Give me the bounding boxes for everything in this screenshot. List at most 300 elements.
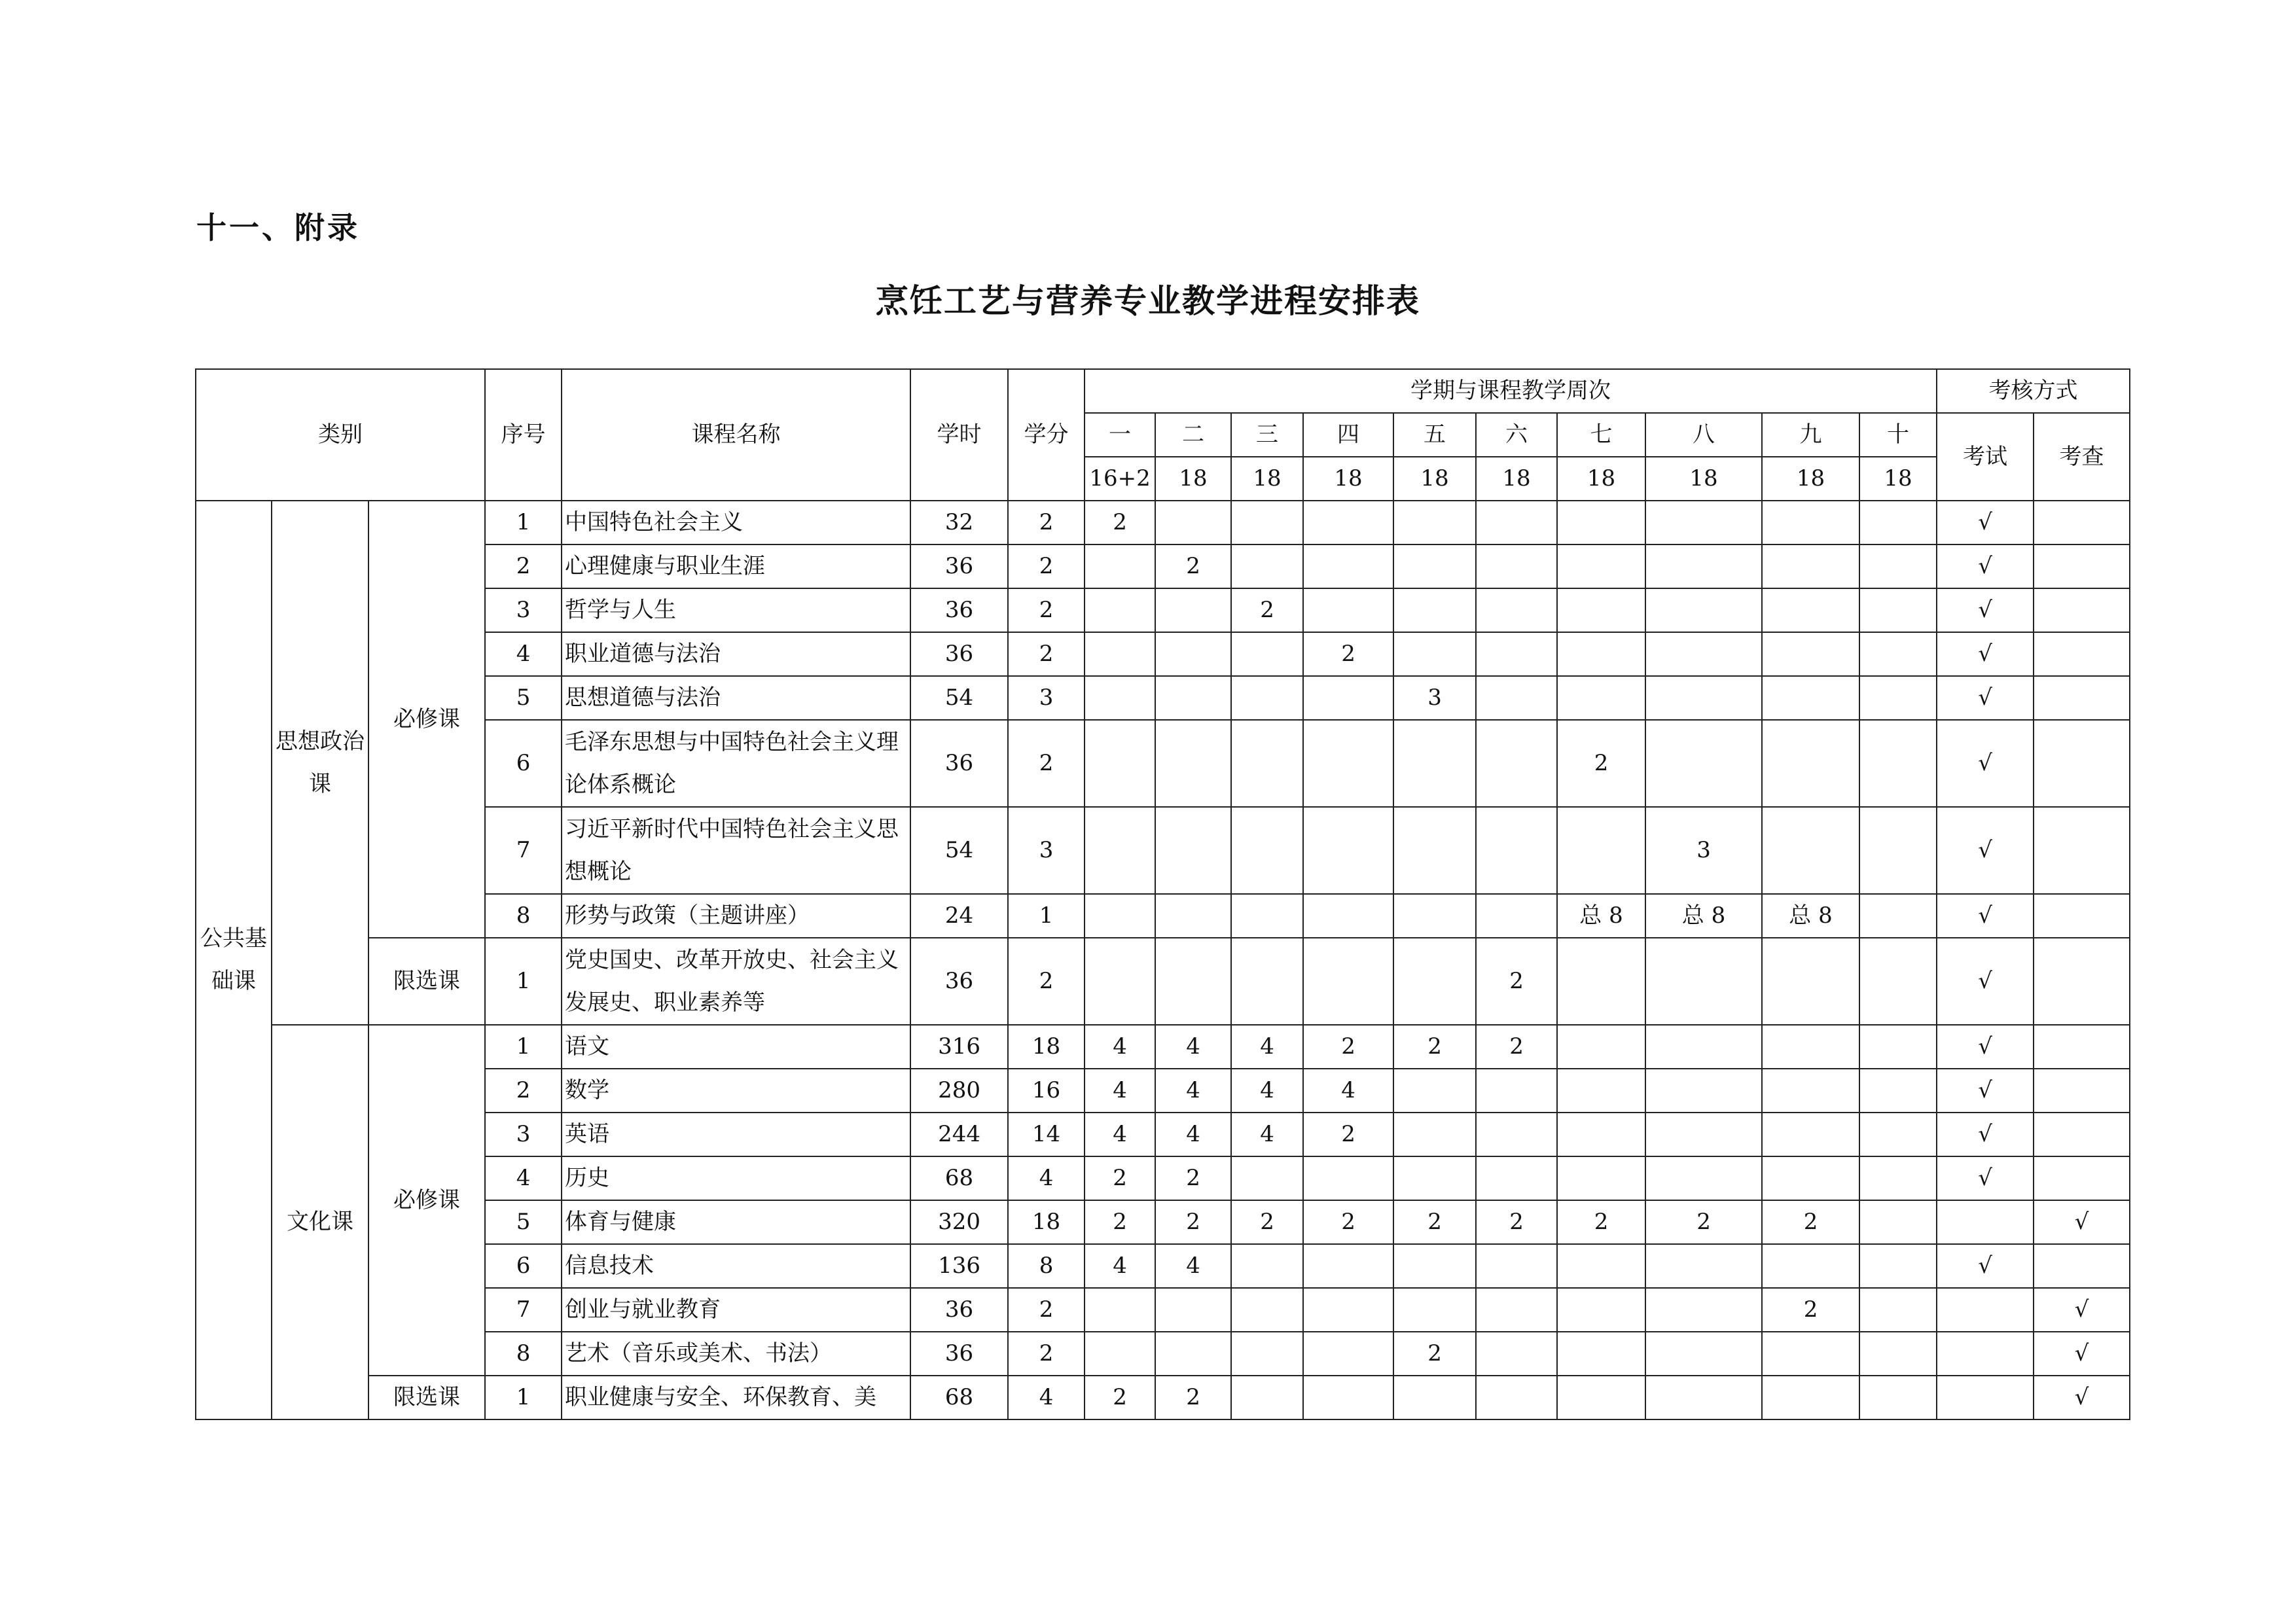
- header-weeks: 18: [1393, 457, 1476, 501]
- row-credits: 2: [1008, 720, 1085, 807]
- row-seq: 5: [485, 1200, 562, 1244]
- row-semester-hours: [1762, 676, 1859, 720]
- row-semester-hours: 4: [1155, 1025, 1231, 1069]
- row-check-mark: √: [2034, 1288, 2130, 1332]
- table-row: [196, 894, 2130, 938]
- row-semester-hours: [1557, 632, 1645, 676]
- row-semester-hours: [1645, 1376, 1762, 1419]
- teaching-schedule-table: [195, 368, 2130, 1420]
- row-course-name: 体育与健康: [562, 1200, 910, 1244]
- header-semester: 六: [1476, 413, 1557, 457]
- row-semester-hours: 4: [1155, 1113, 1231, 1156]
- row-semester-hours: [1476, 807, 1557, 894]
- row-seq: 4: [485, 1156, 562, 1200]
- row-semester-hours: 2: [1085, 1376, 1155, 1419]
- row-semester-hours: [1476, 894, 1557, 938]
- header-semester: 二: [1155, 413, 1231, 457]
- row-semester-hours: [1155, 720, 1231, 807]
- row-semester-hours: 2: [1303, 1025, 1393, 1069]
- row-semester-hours: [1859, 720, 1937, 807]
- row-semester-hours: 3: [1645, 807, 1762, 894]
- header-semester: 三: [1231, 413, 1303, 457]
- row-hours: 68: [910, 1156, 1008, 1200]
- row-semester-hours: [1476, 544, 1557, 588]
- row-semester-hours: [1393, 632, 1476, 676]
- row-semester-hours: [1155, 676, 1231, 720]
- row-hours: 36: [910, 720, 1008, 807]
- row-seq: 7: [485, 1288, 562, 1332]
- row-check-mark: [2034, 588, 2130, 632]
- row-course-name: 思想道德与法治: [562, 676, 910, 720]
- row-semester-hours: 2: [1393, 1025, 1476, 1069]
- row-semester-hours: [1231, 1156, 1303, 1200]
- row-check-mark: [2034, 676, 2130, 720]
- row-semester-hours: [1859, 1069, 1937, 1113]
- row-course-name: 数学: [562, 1069, 910, 1113]
- row-credits: 2: [1008, 1288, 1085, 1332]
- header-credits: 学分: [1008, 369, 1085, 501]
- row-course-name: 创业与就业教育: [562, 1288, 910, 1332]
- row-course-name: 党史国史、改革开放史、社会主义发展史、职业素养等: [562, 938, 910, 1025]
- row-semester-hours: 4: [1155, 1069, 1231, 1113]
- row-semester-hours: 4: [1231, 1025, 1303, 1069]
- row-hours: 24: [910, 894, 1008, 938]
- row-semester-hours: 2: [1476, 1025, 1557, 1069]
- table-row: [196, 1069, 2130, 1113]
- row-semester-hours: 2: [1155, 1156, 1231, 1200]
- row-check-mark: [2034, 938, 2130, 1025]
- row-semester-hours: [1303, 588, 1393, 632]
- row-semester-hours: [1859, 1376, 1937, 1419]
- row-semester-hours: 2: [1557, 720, 1645, 807]
- header-category: 类别: [196, 369, 485, 501]
- row-semester-hours: [1303, 1288, 1393, 1332]
- row-hours: 280: [910, 1069, 1008, 1113]
- row-semester-hours: [1085, 1288, 1155, 1332]
- row-exam-mark: √: [1937, 632, 2034, 676]
- row-semester-hours: [1155, 807, 1231, 894]
- row-semester-hours: [1393, 501, 1476, 544]
- row-semester-hours: [1393, 1069, 1476, 1113]
- row-semester-hours: [1557, 1025, 1645, 1069]
- row-semester-hours: 3: [1393, 676, 1476, 720]
- row-hours: 68: [910, 1376, 1008, 1419]
- row-semester-hours: [1762, 544, 1859, 588]
- row-semester-hours: [1645, 938, 1762, 1025]
- row-semester-hours: [1155, 894, 1231, 938]
- row-exam-mark: [1937, 1332, 2034, 1376]
- header-weeks: 18: [1762, 457, 1859, 501]
- table-row: [196, 1288, 2130, 1332]
- row-semester-hours: [1231, 1244, 1303, 1288]
- row-check-mark: [2034, 720, 2130, 807]
- row-check-mark: [2034, 894, 2130, 938]
- row-credits: 2: [1008, 938, 1085, 1025]
- row-semester-hours: [1085, 720, 1155, 807]
- row-course-name: 职业道德与法治: [562, 632, 910, 676]
- row-semester-hours: [1393, 544, 1476, 588]
- row-semester-hours: 4: [1085, 1069, 1155, 1113]
- header-weeks: 18: [1645, 457, 1762, 501]
- row-check-mark: [2034, 1025, 2130, 1069]
- row-semester-hours: 4: [1303, 1069, 1393, 1113]
- row-exam-mark: √: [1937, 894, 2034, 938]
- row-semester-hours: 4: [1085, 1244, 1155, 1288]
- category-politics: 思想政治课: [272, 501, 368, 1025]
- row-course-name: 形势与政策（主题讲座）: [562, 894, 910, 938]
- row-semester-hours: [1476, 588, 1557, 632]
- row-semester-hours: [1155, 588, 1231, 632]
- section-heading: 十一、附录: [196, 210, 360, 245]
- row-semester-hours: [1859, 544, 1937, 588]
- row-course-name: 艺术（音乐或美术、书法）: [562, 1332, 910, 1376]
- row-semester-hours: [1557, 588, 1645, 632]
- row-course-name: 英语: [562, 1113, 910, 1156]
- row-semester-hours: [1231, 632, 1303, 676]
- row-semester-hours: 2: [1393, 1332, 1476, 1376]
- row-semester-hours: [1303, 1376, 1393, 1419]
- table-row: [196, 1200, 2130, 1244]
- row-semester-hours: 2: [1155, 1200, 1231, 1244]
- row-semester-hours: 2: [1303, 1113, 1393, 1156]
- row-semester-hours: [1303, 501, 1393, 544]
- table-row: [196, 720, 2130, 807]
- row-exam-mark: √: [1937, 1156, 2034, 1200]
- row-semester-hours: [1645, 1113, 1762, 1156]
- row-course-name: 哲学与人生: [562, 588, 910, 632]
- row-semester-hours: [1557, 1332, 1645, 1376]
- table-row: [196, 588, 2130, 632]
- row-semester-hours: [1645, 632, 1762, 676]
- row-semester-hours: [1645, 1332, 1762, 1376]
- header-row-1: [196, 369, 2130, 413]
- row-semester-hours: [1557, 1113, 1645, 1156]
- row-semester-hours: [1303, 1244, 1393, 1288]
- row-credits: 4: [1008, 1156, 1085, 1200]
- row-semester-hours: 总 8: [1557, 894, 1645, 938]
- row-semester-hours: [1393, 894, 1476, 938]
- row-hours: 36: [910, 544, 1008, 588]
- row-semester-hours: 2: [1393, 1200, 1476, 1244]
- row-semester-hours: [1155, 938, 1231, 1025]
- category-required: 必修课: [368, 501, 485, 938]
- row-semester-hours: [1762, 1244, 1859, 1288]
- row-semester-hours: [1476, 1156, 1557, 1200]
- row-semester-hours: [1859, 894, 1937, 938]
- row-semester-hours: [1762, 938, 1859, 1025]
- header-semester: 九: [1762, 413, 1859, 457]
- row-semester-hours: [1085, 544, 1155, 588]
- row-semester-hours: [1393, 1288, 1476, 1332]
- table-row: [196, 501, 2130, 544]
- row-semester-hours: 2: [1557, 1200, 1645, 1244]
- row-semester-hours: [1231, 1376, 1303, 1419]
- row-seq: 4: [485, 632, 562, 676]
- table-row: [196, 938, 2130, 1025]
- row-course-name: 历史: [562, 1156, 910, 1200]
- row-semester-hours: [1085, 632, 1155, 676]
- category-public-basic: 公共基础课: [196, 501, 272, 1419]
- row-semester-hours: [1231, 1332, 1303, 1376]
- table-row: [196, 1244, 2130, 1288]
- row-exam-mark: √: [1937, 544, 2034, 588]
- row-semester-hours: [1859, 1332, 1937, 1376]
- row-semester-hours: [1645, 544, 1762, 588]
- row-semester-hours: [1476, 1113, 1557, 1156]
- row-semester-hours: [1085, 894, 1155, 938]
- row-semester-hours: [1645, 1069, 1762, 1113]
- row-semester-hours: 2: [1303, 632, 1393, 676]
- row-semester-hours: [1859, 676, 1937, 720]
- row-semester-hours: [1231, 544, 1303, 588]
- row-semester-hours: [1859, 1200, 1937, 1244]
- row-semester-hours: [1303, 807, 1393, 894]
- row-semester-hours: [1476, 676, 1557, 720]
- row-exam-mark: √: [1937, 720, 2034, 807]
- row-semester-hours: [1303, 1156, 1393, 1200]
- row-semester-hours: [1645, 720, 1762, 807]
- row-semester-hours: [1231, 807, 1303, 894]
- row-semester-hours: [1762, 1113, 1859, 1156]
- row-semester-hours: [1303, 938, 1393, 1025]
- row-semester-hours: [1859, 1288, 1937, 1332]
- row-semester-hours: 2: [1303, 1200, 1393, 1244]
- row-semester-hours: 总 8: [1762, 894, 1859, 938]
- row-semester-hours: 2: [1085, 1200, 1155, 1244]
- row-semester-hours: [1476, 1332, 1557, 1376]
- row-course-name: 心理健康与职业生涯: [562, 544, 910, 588]
- row-semester-hours: [1085, 938, 1155, 1025]
- row-credits: 16: [1008, 1069, 1085, 1113]
- row-hours: 32: [910, 501, 1008, 544]
- row-exam-mark: √: [1937, 588, 2034, 632]
- header-semester: 十: [1859, 413, 1937, 457]
- row-semester-hours: [1303, 676, 1393, 720]
- row-semester-hours: [1557, 1069, 1645, 1113]
- document-title: 烹饪工艺与营养专业教学进程安排表: [876, 281, 1420, 320]
- row-semester-hours: [1231, 501, 1303, 544]
- row-semester-hours: [1085, 676, 1155, 720]
- row-semester-hours: [1859, 501, 1937, 544]
- row-check-mark: √: [2034, 1376, 2130, 1419]
- table-row: [196, 1025, 2130, 1069]
- table-row: [196, 676, 2130, 720]
- row-semester-hours: [1762, 1332, 1859, 1376]
- row-seq: 6: [485, 1244, 562, 1288]
- row-semester-hours: [1557, 1288, 1645, 1332]
- row-semester-hours: 4: [1231, 1113, 1303, 1156]
- row-check-mark: [2034, 1244, 2130, 1288]
- row-semester-hours: [1557, 938, 1645, 1025]
- row-semester-hours: [1393, 1113, 1476, 1156]
- row-course-name: 职业健康与安全、环保教育、美: [562, 1376, 910, 1419]
- row-semester-hours: 2: [1155, 544, 1231, 588]
- row-semester-hours: 2: [1762, 1288, 1859, 1332]
- row-semester-hours: [1231, 938, 1303, 1025]
- row-semester-hours: [1557, 501, 1645, 544]
- row-semester-hours: 2: [1476, 938, 1557, 1025]
- row-semester-hours: 2: [1155, 1376, 1231, 1419]
- row-semester-hours: [1476, 1376, 1557, 1419]
- row-course-name: 信息技术: [562, 1244, 910, 1288]
- row-semester-hours: 4: [1155, 1244, 1231, 1288]
- row-semester-hours: [1085, 807, 1155, 894]
- row-credits: 1: [1008, 894, 1085, 938]
- row-semester-hours: [1303, 1332, 1393, 1376]
- category-limited-elective: 限选课: [368, 1376, 485, 1419]
- row-semester-hours: [1859, 807, 1937, 894]
- row-seq: 3: [485, 1113, 562, 1156]
- table-row: [196, 1113, 2130, 1156]
- header-check: 考查: [2034, 413, 2130, 501]
- row-semester-hours: [1393, 1376, 1476, 1419]
- row-check-mark: [2034, 1113, 2130, 1156]
- row-exam-mark: √: [1937, 501, 2034, 544]
- header-semester: 八: [1645, 413, 1762, 457]
- row-semester-hours: [1859, 938, 1937, 1025]
- row-semester-hours: [1859, 1244, 1937, 1288]
- row-semester-hours: [1645, 1244, 1762, 1288]
- row-semester-hours: [1645, 501, 1762, 544]
- header-weeks: 18: [1557, 457, 1645, 501]
- row-semester-hours: [1557, 544, 1645, 588]
- row-credits: 8: [1008, 1244, 1085, 1288]
- row-semester-hours: [1476, 501, 1557, 544]
- row-check-mark: [2034, 1156, 2130, 1200]
- row-hours: 244: [910, 1113, 1008, 1156]
- header-semesters-group: 学期与课程教学周次: [1085, 369, 1937, 413]
- row-course-name: 语文: [562, 1025, 910, 1069]
- category-required: 必修课: [368, 1025, 485, 1376]
- row-seq: 1: [485, 501, 562, 544]
- header-semester: 七: [1557, 413, 1645, 457]
- row-credits: 3: [1008, 676, 1085, 720]
- row-semester-hours: [1393, 938, 1476, 1025]
- row-credits: 2: [1008, 632, 1085, 676]
- row-semester-hours: [1557, 1376, 1645, 1419]
- row-check-mark: √: [2034, 1200, 2130, 1244]
- row-semester-hours: [1859, 588, 1937, 632]
- row-hours: 36: [910, 588, 1008, 632]
- header-semester: 五: [1393, 413, 1476, 457]
- table-row: [196, 1332, 2130, 1376]
- row-semester-hours: [1762, 501, 1859, 544]
- row-semester-hours: [1762, 1069, 1859, 1113]
- row-semester-hours: 2: [1231, 588, 1303, 632]
- row-semester-hours: [1476, 632, 1557, 676]
- row-exam-mark: √: [1937, 1244, 2034, 1288]
- row-credits: 2: [1008, 1332, 1085, 1376]
- row-semester-hours: [1762, 720, 1859, 807]
- row-semester-hours: [1393, 588, 1476, 632]
- row-semester-hours: [1231, 1288, 1303, 1332]
- row-hours: 136: [910, 1244, 1008, 1288]
- row-semester-hours: [1393, 1244, 1476, 1288]
- row-semester-hours: [1762, 1376, 1859, 1419]
- row-exam-mark: √: [1937, 1025, 2034, 1069]
- row-hours: 36: [910, 938, 1008, 1025]
- row-semester-hours: [1155, 1332, 1231, 1376]
- row-credits: 18: [1008, 1025, 1085, 1069]
- row-credits: 18: [1008, 1200, 1085, 1244]
- row-semester-hours: [1557, 1156, 1645, 1200]
- row-semester-hours: [1557, 676, 1645, 720]
- row-semester-hours: [1155, 501, 1231, 544]
- row-semester-hours: [1645, 1025, 1762, 1069]
- row-semester-hours: 2: [1085, 501, 1155, 544]
- header-hours: 学时: [910, 369, 1008, 501]
- row-credits: 2: [1008, 544, 1085, 588]
- header-weeks: 18: [1476, 457, 1557, 501]
- row-hours: 54: [910, 807, 1008, 894]
- row-semester-hours: [1859, 1113, 1937, 1156]
- row-semester-hours: 2: [1476, 1200, 1557, 1244]
- row-seq: 1: [485, 1025, 562, 1069]
- header-course-name: 课程名称: [562, 369, 910, 501]
- row-credits: 4: [1008, 1376, 1085, 1419]
- row-hours: 36: [910, 1332, 1008, 1376]
- header-semester: 一: [1085, 413, 1155, 457]
- header-seq: 序号: [485, 369, 562, 501]
- row-course-name: 习近平新时代中国特色社会主义思想概论: [562, 807, 910, 894]
- row-course-name: 毛泽东思想与中国特色社会主义理论体系概论: [562, 720, 910, 807]
- row-semester-hours: [1557, 807, 1645, 894]
- row-semester-hours: [1557, 1244, 1645, 1288]
- table-row: [196, 544, 2130, 588]
- row-hours: 54: [910, 676, 1008, 720]
- row-check-mark: [2034, 501, 2130, 544]
- row-semester-hours: [1859, 632, 1937, 676]
- row-semester-hours: 2: [1762, 1200, 1859, 1244]
- category-limited-elective: 限选课: [368, 938, 485, 1025]
- row-semester-hours: [1645, 1156, 1762, 1200]
- row-semester-hours: [1762, 632, 1859, 676]
- row-semester-hours: [1231, 676, 1303, 720]
- row-semester-hours: [1645, 1288, 1762, 1332]
- row-seq: 8: [485, 1332, 562, 1376]
- table-row: [196, 1376, 2130, 1419]
- row-credits: 3: [1008, 807, 1085, 894]
- row-semester-hours: 4: [1085, 1025, 1155, 1069]
- row-exam-mark: [1937, 1376, 2034, 1419]
- header-exam: 考试: [1937, 413, 2034, 501]
- row-exam-mark: √: [1937, 1113, 2034, 1156]
- row-semester-hours: 总 8: [1645, 894, 1762, 938]
- row-semester-hours: [1476, 1069, 1557, 1113]
- row-semester-hours: [1303, 544, 1393, 588]
- row-seq: 5: [485, 676, 562, 720]
- row-check-mark: [2034, 807, 2130, 894]
- header-weeks: 18: [1231, 457, 1303, 501]
- table-row: [196, 807, 2130, 894]
- row-check-mark: [2034, 632, 2130, 676]
- row-hours: 316: [910, 1025, 1008, 1069]
- row-exam-mark: [1937, 1288, 2034, 1332]
- row-check-mark: √: [2034, 1332, 2130, 1376]
- row-credits: 2: [1008, 501, 1085, 544]
- row-semester-hours: [1762, 807, 1859, 894]
- row-seq: 1: [485, 938, 562, 1025]
- row-seq: 7: [485, 807, 562, 894]
- row-semester-hours: [1645, 676, 1762, 720]
- row-semester-hours: [1155, 632, 1231, 676]
- header-weeks: 18: [1155, 457, 1231, 501]
- row-semester-hours: [1085, 1332, 1155, 1376]
- row-semester-hours: [1762, 588, 1859, 632]
- row-semester-hours: [1231, 720, 1303, 807]
- row-seq: 2: [485, 544, 562, 588]
- row-course-name: 中国特色社会主义: [562, 501, 910, 544]
